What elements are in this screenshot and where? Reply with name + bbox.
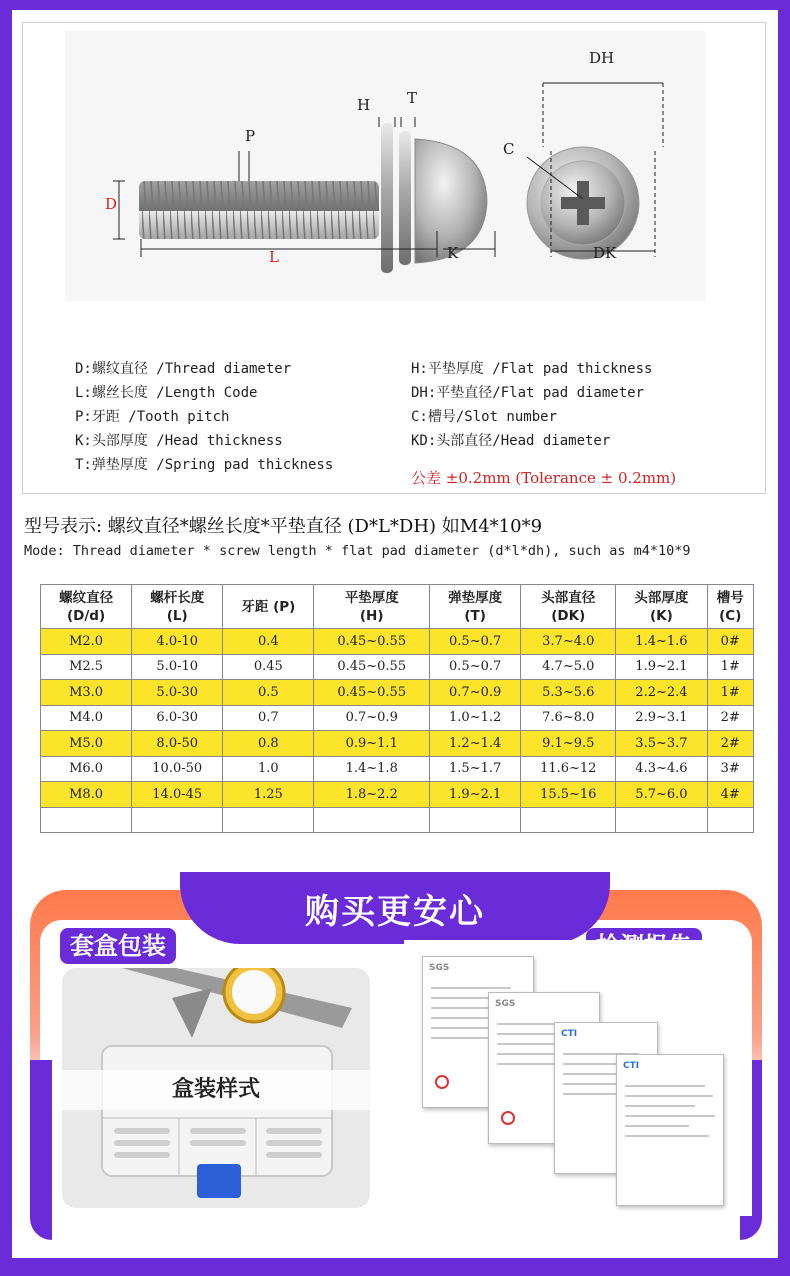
legend-item: D:螺纹直径 /Thread diameter — [75, 361, 292, 377]
table-cell: 1.0 — [223, 756, 314, 782]
model-title: 型号表示: 螺纹直径*螺丝长度*平垫直径 (D*L*DH) 如M4*10*9 — [24, 516, 543, 537]
header-cell: 螺杆长度 (L) — [132, 585, 223, 629]
report-logo: CTI — [623, 1061, 640, 1071]
table-header-row — [41, 585, 754, 629]
table-row — [41, 705, 754, 731]
table-cell — [707, 807, 754, 832]
table-cell: 4.7~5.0 — [521, 654, 616, 680]
assurance-banner — [180, 872, 610, 944]
report-logo: SGS — [429, 963, 450, 973]
table-cell — [41, 807, 132, 832]
label-l: L — [269, 248, 279, 266]
table-cell: 4.0-10 — [132, 629, 223, 655]
table-cell: M2.5 — [41, 654, 132, 680]
report-document — [616, 1054, 724, 1206]
table-cell: 1.9~2.1 — [616, 654, 707, 680]
label-p: P — [245, 127, 256, 145]
table-cell: 1.5~1.7 — [430, 756, 521, 782]
table-cell: 1.4~1.8 — [314, 756, 430, 782]
table-row — [41, 654, 754, 680]
legend-item: H:平垫厚度 /Flat pad thickness — [411, 361, 653, 377]
table-cell: M2.0 — [41, 629, 132, 655]
table-cell: 2.9~3.1 — [616, 705, 707, 731]
legend-item: DH:平垫直径/Flat pad diameter — [411, 385, 645, 401]
table-cell: 3# — [707, 756, 754, 782]
table-cell: M3.0 — [41, 680, 132, 706]
model-subtitle: Mode: Thread diameter * screw length * flat pad diameter (d*l*dh), such as m4*10*9 — [24, 543, 691, 559]
header-cell: 弹垫厚度 (T) — [430, 585, 521, 629]
table-cell: 5.3~5.6 — [521, 680, 616, 706]
table-cell: 4.3~4.6 — [616, 756, 707, 782]
banner-title: 购买更安心 — [305, 891, 485, 932]
table-cell: 5.7~6.0 — [616, 782, 707, 808]
table-body — [41, 629, 754, 833]
header-cell: 槽号 (C) — [707, 585, 754, 629]
table-cell: 1# — [707, 654, 754, 680]
label-dh: DH — [589, 49, 615, 67]
table-cell — [430, 807, 521, 832]
table-cell: M8.0 — [41, 782, 132, 808]
table-cell: 11.6~12 — [521, 756, 616, 782]
test-report-image — [404, 940, 752, 1216]
report-logo: CTI — [561, 1029, 578, 1039]
label-h: H — [357, 96, 371, 114]
table-cell: 0.5~0.7 — [430, 629, 521, 655]
table-cell: 2.2~2.4 — [616, 680, 707, 706]
table-cell: 8.0-50 — [132, 731, 223, 757]
table-cell: 2# — [707, 731, 754, 757]
table-cell — [132, 807, 223, 832]
table-cell: 0.5~0.7 — [430, 654, 521, 680]
table-cell: 0.7~0.9 — [314, 705, 430, 731]
table-cell: 1.8~2.2 — [314, 782, 430, 808]
table-cell: 1.25 — [223, 782, 314, 808]
tag-packaging: 套盒包装 — [60, 928, 176, 964]
table-row — [41, 680, 754, 706]
table-cell: 1.2~1.4 — [430, 731, 521, 757]
legend-item: T:弹垫厚度 /Spring pad thickness — [75, 457, 334, 473]
table-cell: M5.0 — [41, 731, 132, 757]
diagram-panel — [22, 22, 766, 494]
table-cell: 0.45~0.55 — [314, 680, 430, 706]
table-cell: 3.7~4.0 — [521, 629, 616, 655]
label-k: K — [447, 244, 459, 262]
table-cell: 0.45 — [223, 654, 314, 680]
table-cell: M6.0 — [41, 756, 132, 782]
legend-item: C:槽号/Slot number — [411, 409, 558, 425]
table-cell: 5.0-30 — [132, 680, 223, 706]
table-row — [41, 756, 754, 782]
frame-bottom — [0, 1258, 790, 1276]
panel-accent-left — [30, 1060, 52, 1240]
table-cell: 9.1~9.5 — [521, 731, 616, 757]
table-cell: 0.45~0.55 — [314, 629, 430, 655]
table-row — [41, 731, 754, 757]
table-cell — [616, 807, 707, 832]
table-cell: 0.5 — [223, 680, 314, 706]
table-cell: 5.0-10 — [132, 654, 223, 680]
label-dk: DK — [593, 244, 617, 262]
table-cell: 10.0-50 — [132, 756, 223, 782]
legend-left — [75, 357, 333, 477]
table-row — [41, 629, 754, 655]
table-cell: 0.8 — [223, 731, 314, 757]
header-cell: 牙距 (P) — [223, 585, 314, 629]
table-cell: 15.5~16 — [521, 782, 616, 808]
table-cell: 0.9~1.1 — [314, 731, 430, 757]
table-cell: 0.45~0.55 — [314, 654, 430, 680]
table-cell: M4.0 — [41, 705, 132, 731]
table-cell: 6.0-30 — [132, 705, 223, 731]
table-cell: 1.0~1.2 — [430, 705, 521, 731]
spec-table — [40, 584, 754, 833]
legend-right — [411, 357, 652, 453]
table-cell: 14.0-45 — [132, 782, 223, 808]
legend-item: L:螺丝长度 /Length Code — [75, 385, 258, 401]
table-cell: 1.4~1.6 — [616, 629, 707, 655]
frame-top — [0, 0, 790, 10]
table-row — [41, 782, 754, 808]
table-row-empty — [41, 807, 754, 832]
table-cell: 0.7 — [223, 705, 314, 731]
table-cell: 0.4 — [223, 629, 314, 655]
table-cell — [223, 807, 314, 832]
table-cell: 1# — [707, 680, 754, 706]
table-cell: 2# — [707, 705, 754, 731]
frame-left — [0, 0, 12, 1276]
legend-item: KD:头部直径/Head diameter — [411, 433, 611, 449]
label-d: D — [105, 195, 118, 213]
legend-item: K:头部厚度 /Head thickness — [75, 433, 283, 449]
packaging-caption: 盒装样式 — [62, 1070, 370, 1110]
table-cell: 0# — [707, 629, 754, 655]
table-cell: 3.5~3.7 — [616, 731, 707, 757]
frame-right — [778, 0, 790, 1276]
report-logo: SGS — [495, 999, 516, 1009]
table-cell — [521, 807, 616, 832]
header-cell: 平垫厚度 (H) — [314, 585, 430, 629]
table-cell: 1.9~2.1 — [430, 782, 521, 808]
table-cell — [314, 807, 430, 832]
table-cell: 0.7~0.9 — [430, 680, 521, 706]
label-t: T — [407, 89, 418, 107]
table-cell: 4# — [707, 782, 754, 808]
tolerance-note: 公差 ±0.2mm (Tolerance ± 0.2mm) — [411, 469, 677, 487]
header-cell: 头部直径 (DK) — [521, 585, 616, 629]
header-cell: 螺纹直径 (D/d) — [41, 585, 132, 629]
legend-item: P:牙距 /Tooth pitch — [75, 409, 230, 425]
header-cell: 头部厚度 (K) — [616, 585, 707, 629]
packaging-image — [62, 968, 370, 1208]
table-cell: 7.6~8.0 — [521, 705, 616, 731]
label-c: C — [503, 140, 515, 158]
